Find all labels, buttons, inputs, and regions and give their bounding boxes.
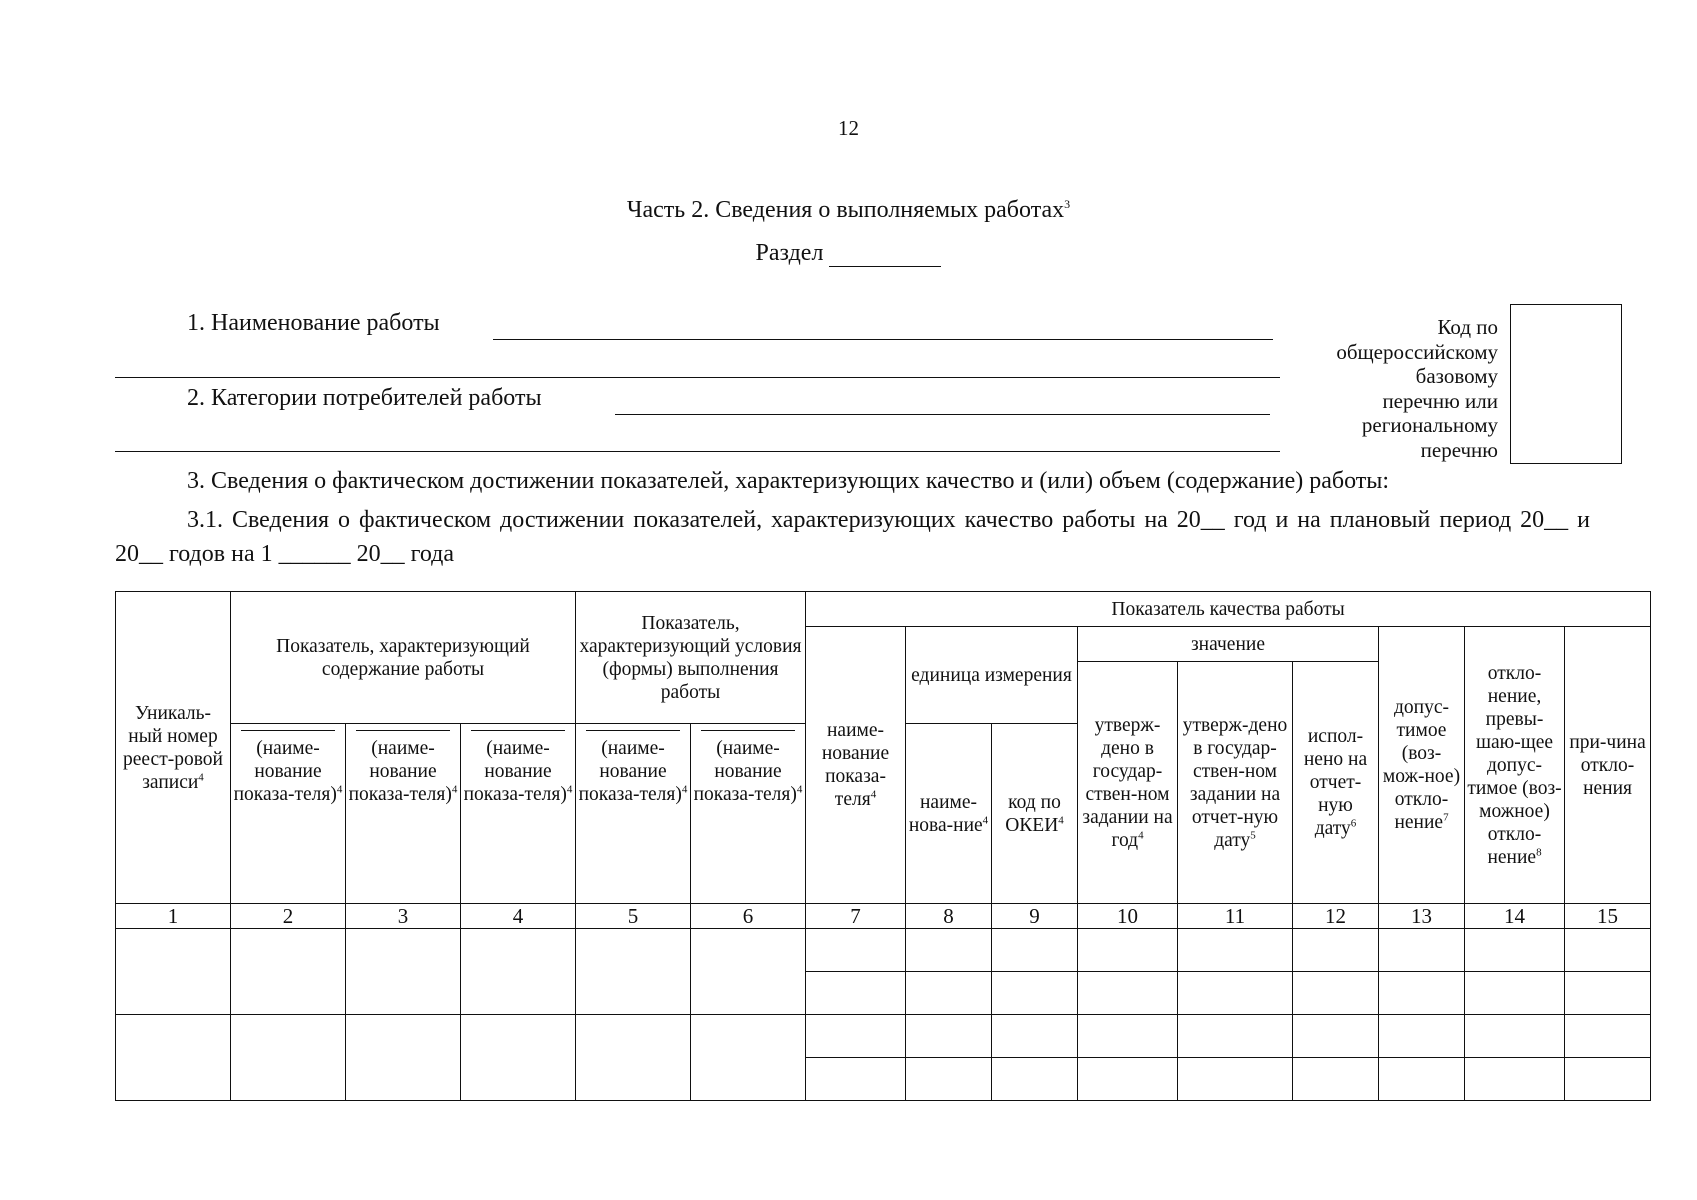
part-title-footnote: 3 — [1064, 197, 1071, 211]
table-cell[interactable] — [1379, 972, 1465, 1015]
table-cell[interactable] — [1178, 1015, 1293, 1058]
table-cell[interactable] — [1178, 972, 1293, 1015]
table-row — [116, 929, 1651, 972]
header-col14-text: откло-нение, превы-шаю-щее допус-тимое (воз-можное) откло-нение — [1467, 662, 1562, 868]
column-numbers-row — [116, 904, 1651, 929]
footnote-mark: 4 — [198, 771, 204, 783]
table-cell[interactable] — [1565, 1058, 1651, 1101]
code-label-line: базовому — [1415, 364, 1498, 388]
column-number: 2 — [231, 904, 346, 929]
header-unique-number-text: Уникаль-ный номер реест-ровой записи — [123, 702, 223, 793]
footnote-mark: 4 — [1058, 814, 1064, 826]
table-cell[interactable] — [906, 929, 992, 972]
table-cell[interactable] — [806, 972, 906, 1015]
blank-line[interactable] — [586, 730, 681, 731]
header-col5 — [576, 724, 691, 904]
table-cell[interactable] — [906, 972, 992, 1015]
blank-line[interactable] — [701, 730, 796, 731]
consumers-field[interactable] — [615, 385, 1270, 415]
header-value: значение — [1078, 627, 1379, 662]
blank-line[interactable] — [356, 730, 451, 731]
header-col13 — [1379, 627, 1465, 904]
table-cell[interactable] — [1465, 929, 1565, 972]
table-cell[interactable] — [461, 929, 576, 1015]
table-cell[interactable] — [1078, 972, 1178, 1015]
consumers-label: 2. Категории потребителей работы — [187, 385, 542, 411]
table-cell[interactable] — [1379, 1015, 1465, 1058]
column-number: 5 — [576, 904, 691, 929]
part-title-text: Часть 2. Сведения о выполняемых работах — [626, 197, 1065, 223]
table-cell[interactable] — [806, 1015, 906, 1058]
footnote-mark: 4 — [1138, 829, 1144, 841]
header-col10 — [1078, 662, 1178, 904]
header-col9-text: код по ОКЕИ — [1005, 791, 1061, 836]
code-label-line: перечню — [1420, 437, 1498, 462]
code-label-line: перечню или — [1382, 388, 1498, 413]
footnote-mark: 4 — [982, 814, 989, 826]
header-col2-text: (наиме-нование показа-теля) — [233, 738, 337, 805]
header-col15: при-чина откло-нения — [1565, 627, 1651, 904]
section-label: Раздел — [755, 240, 824, 266]
code-label — [1250, 315, 1498, 462]
header-col14 — [1465, 627, 1565, 904]
footnote-mark: 8 — [1536, 846, 1542, 858]
section-heading — [0, 240, 1697, 267]
table-cell[interactable] — [1465, 1015, 1565, 1058]
header-col3-text: (наиме-нование показа-теля) — [348, 738, 452, 805]
table-cell[interactable] — [1465, 972, 1565, 1015]
header-quality-indicator: Показатель качества работы — [806, 592, 1651, 627]
header-col9 — [992, 724, 1078, 904]
header-col7 — [806, 627, 906, 904]
table-cell[interactable] — [1078, 929, 1178, 972]
header-unique-number — [116, 592, 231, 904]
table-cell[interactable] — [576, 1015, 691, 1101]
quality-indicators-table — [115, 591, 1651, 1101]
table-cell[interactable] — [1293, 972, 1379, 1015]
header-col11 — [1178, 662, 1293, 904]
column-number: 8 — [906, 904, 992, 929]
table-cell[interactable] — [1565, 972, 1651, 1015]
column-number: 13 — [1379, 904, 1465, 929]
part-title — [0, 197, 1697, 224]
code-input-box[interactable] — [1510, 304, 1622, 464]
work-name-field[interactable] — [493, 310, 1273, 340]
table-cell[interactable] — [346, 929, 461, 1015]
code-label-line: Код по — [1437, 315, 1498, 339]
header-col6-text: (наиме-нование показа-теля) — [693, 738, 797, 805]
header-conditions-indicator: Показатель, характеризующий условия (формы) выполнения работы — [576, 592, 806, 724]
table-cell[interactable] — [1565, 1015, 1651, 1058]
table-cell[interactable] — [992, 1058, 1078, 1101]
header-col4 — [461, 724, 576, 904]
section-blank[interactable] — [829, 242, 941, 267]
table-cell[interactable] — [992, 929, 1078, 972]
table-cell[interactable] — [231, 929, 346, 1015]
column-number: 6 — [691, 904, 806, 929]
table-cell[interactable] — [1565, 929, 1651, 972]
column-number: 4 — [461, 904, 576, 929]
header-col8 — [906, 724, 992, 904]
column-number: 9 — [992, 904, 1078, 929]
blank-line[interactable] — [241, 730, 336, 731]
column-number: 3 — [346, 904, 461, 929]
footnote-mark: 6 — [1350, 817, 1357, 830]
blank-line[interactable] — [471, 730, 566, 731]
table-cell[interactable] — [1465, 1058, 1565, 1101]
table-cell[interactable] — [992, 972, 1078, 1015]
footnote-mark: 4 — [796, 783, 803, 796]
column-number: 11 — [1178, 904, 1293, 929]
table-cell[interactable] — [1293, 1015, 1379, 1058]
header-col12-text: испол-нено на отчет-ную дату — [1303, 726, 1368, 839]
table-cell[interactable] — [992, 1015, 1078, 1058]
header-col4-text: (наиме-нование показа-теля) — [463, 738, 567, 805]
table-cell[interactable] — [1178, 929, 1293, 972]
table-cell[interactable] — [116, 929, 231, 1015]
header-unit: единица измерения — [906, 627, 1078, 724]
table-cell[interactable] — [346, 1015, 461, 1101]
footnote-mark: 4 — [681, 783, 688, 796]
table-row — [116, 1015, 1651, 1058]
paragraph-3: 3. Сведения о фактическом достижении показателей, характеризующих качество и (или) объем (содержание) работы: — [187, 468, 1390, 494]
header-col2 — [231, 724, 346, 904]
paragraph-3-1: 3.1. Сведения о фактическом достижении показателей, характеризующих качество работы на 20__ год и на плановый период 20__ и 20__ годов на 1 ______ 20__ года — [115, 507, 1590, 567]
header-col5-text: (наиме-нование показа-теля) — [578, 738, 682, 805]
header-col7-text: наиме-нование показа-теля — [821, 720, 890, 810]
code-label-line: общероссийскому — [1336, 339, 1498, 364]
table-cell[interactable] — [906, 1015, 992, 1058]
consumers-continuation-line[interactable] — [115, 451, 1280, 452]
table-cell[interactable] — [1379, 929, 1465, 972]
code-label-line: региональному — [1361, 413, 1498, 437]
table-cell[interactable] — [1178, 1058, 1293, 1101]
footnote-mark: 5 — [1250, 829, 1256, 841]
header-col12 — [1293, 662, 1379, 904]
column-number: 15 — [1565, 904, 1651, 929]
footnote-mark: 7 — [1443, 811, 1449, 824]
work-name-label: 1. Наименование работы — [187, 310, 440, 336]
table-cell[interactable] — [1293, 929, 1379, 972]
table-cell[interactable] — [1078, 1058, 1178, 1101]
column-number: 12 — [1293, 904, 1379, 929]
table-cell[interactable] — [1379, 1058, 1465, 1101]
table-cell[interactable] — [461, 1015, 576, 1101]
table-cell[interactable] — [806, 929, 906, 972]
table-cell[interactable] — [806, 1058, 906, 1101]
table-cell[interactable] — [1078, 1015, 1178, 1058]
table-cell[interactable] — [576, 929, 691, 1015]
column-number: 10 — [1078, 904, 1178, 929]
table-cell[interactable] — [691, 1015, 806, 1101]
header-col6 — [691, 724, 806, 904]
table-cell[interactable] — [231, 1015, 346, 1101]
footnote-mark: 4 — [336, 783, 343, 796]
table-cell[interactable] — [116, 1015, 231, 1101]
table-cell[interactable] — [906, 1058, 992, 1101]
table-cell[interactable] — [691, 929, 806, 1015]
column-number: 14 — [1465, 904, 1565, 929]
footnote-mark: 4 — [451, 783, 458, 796]
footnote-mark: 4 — [870, 788, 877, 801]
header-content-indicator: Показатель, характеризующий содержание работы — [231, 592, 576, 724]
header-col10-text: утверж-дено в государ-ствен-ном задании на год — [1082, 714, 1173, 851]
header-col11-text: утверж-дено в государ-ствен-ном задании на отчет-ную дату — [1182, 714, 1288, 851]
footnote-mark: 4 — [566, 783, 573, 796]
work-name-continuation-line[interactable] — [115, 377, 1280, 378]
header-col8-text: наиме-нова-ние — [908, 791, 983, 836]
header-col3 — [346, 724, 461, 904]
header-col13-text: допус-тимое (воз-мож-ное) откло-нение — [1382, 697, 1461, 833]
page-number: 12 — [838, 116, 859, 140]
table-cell[interactable] — [1293, 1058, 1379, 1101]
column-number: 1 — [116, 904, 231, 929]
column-number: 7 — [806, 904, 906, 929]
